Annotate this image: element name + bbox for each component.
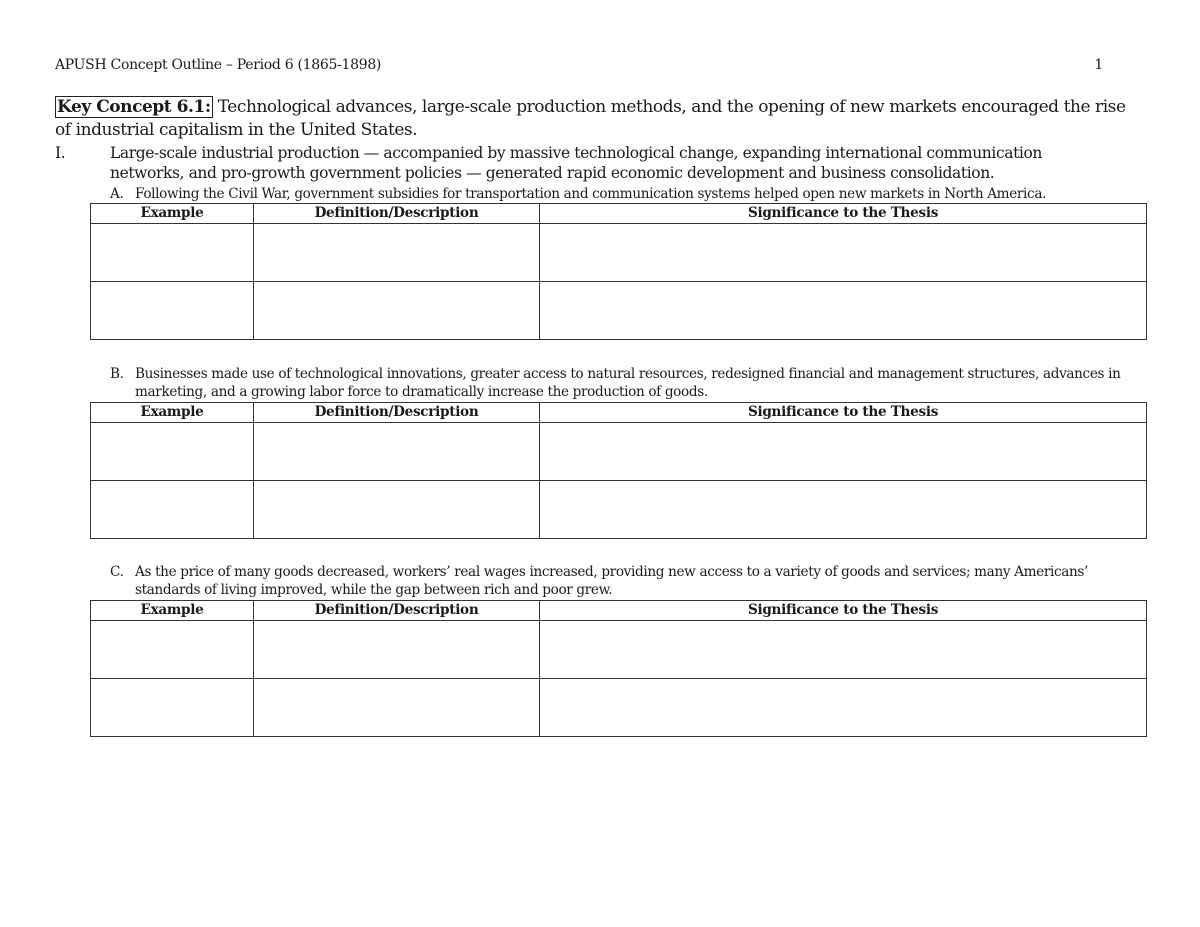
significance-cell[interactable] [540,679,1147,737]
table-row [91,282,1147,340]
point-text: Large-scale industrial production — accompanied by massive technological change, expanding international communication networks, and pro-growth government policies — generated rapid economic development and business consolidation. [110,144,1042,182]
table-header-row [91,403,1147,423]
subpoint-marker: B. [110,366,124,382]
table-row [91,481,1147,539]
header-example: Example [91,204,254,224]
significance-cell[interactable] [540,621,1147,679]
header-definition: Definition/Description [254,204,540,224]
header-definition: Definition/Description [254,403,540,423]
subpoint-marker: A. [110,186,124,202]
notes-table-b [90,402,1147,539]
subpoint-text: Businesses made use of technological innovations, greater access to natural resources, redesigned financial and management structures, advances in marketing, and a growing labor force to dramatically increase the production of goods. [135,366,1121,400]
example-cell[interactable] [91,621,254,679]
header-example: Example [91,403,254,423]
table-header-row [91,601,1147,621]
header-significance: Significance to the Thesis [540,204,1147,224]
table-row [91,679,1147,737]
header-example: Example [91,601,254,621]
table-row [91,621,1147,679]
key-concept-label: Key Concept 6.1: [57,97,211,117]
document-title: APUSH Concept Outline – Period 6 (1865-1898) [55,57,382,73]
example-cell[interactable] [91,423,254,481]
table-row [91,224,1147,282]
key-concept-text: Technological advances, large-scale production methods, and the opening of new markets encouraged the rise of industrial capitalism in the United States. [55,97,1126,140]
page-number: 1 [1094,57,1103,73]
definition-cell[interactable] [254,481,540,539]
example-cell[interactable] [91,679,254,737]
significance-cell[interactable] [540,423,1147,481]
header-significance: Significance to the Thesis [540,601,1147,621]
definition-cell[interactable] [254,282,540,340]
definition-cell[interactable] [254,621,540,679]
significance-cell[interactable] [540,282,1147,340]
definition-cell[interactable] [254,679,540,737]
table-header-row [91,204,1147,224]
table-row [91,423,1147,481]
definition-cell[interactable] [254,423,540,481]
example-cell[interactable] [91,282,254,340]
subpoint-text: As the price of many goods decreased, workers’ real wages increased, providing new access to a variety of goods and services; many Americans’ standards of living improved, while the gap between rich and poor grew. [135,564,1089,598]
page-header [55,57,1103,77]
notes-table-c [90,600,1147,737]
key-concept [55,96,1145,142]
subpoint-marker: C. [110,564,124,580]
significance-cell[interactable] [540,481,1147,539]
header-definition: Definition/Description [254,601,540,621]
example-cell[interactable] [91,481,254,539]
significance-cell[interactable] [540,224,1147,282]
example-cell[interactable] [91,224,254,282]
notes-table-a [90,203,1147,340]
subpoint-text: Following the Civil War, government subsidies for transportation and communication systems helped open new markets in North America. [135,186,1047,202]
header-significance: Significance to the Thesis [540,403,1147,423]
point-marker: I. [55,144,66,162]
definition-cell[interactable] [254,224,540,282]
